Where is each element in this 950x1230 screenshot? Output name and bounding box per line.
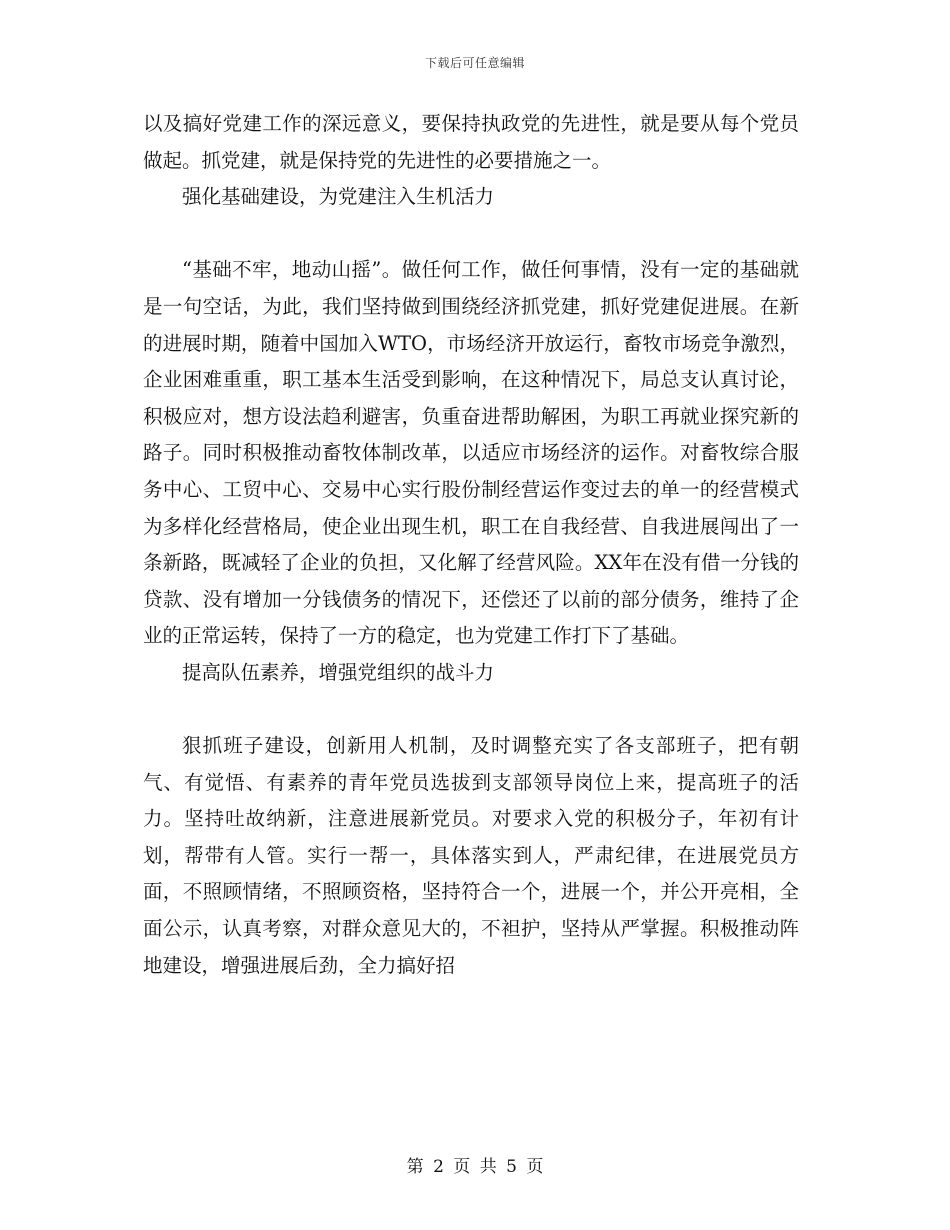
section-heading-foundation: 强化基础建设，为党建注入生机活力: [182, 185, 495, 209]
page-number: 第 2 页 共 5 页: [406, 1157, 544, 1177]
paragraph-foundation: “基础不牢，地动山摇”。做任何工作，做任何事情，没有一定的基础就是一句空话，为此，我们坚持做到围绕经济抓党建，抓好党建促进展。在新的进展时期，随着中国加入WTO，市场经济开放运行，畜牧市场竞争激烈，企业困难重重，职工基本生活受到影响，在这种情况下，局总支认真讨论，积极应对，想方设法趋利避害，负重奋进帮助解困，为职工再就业探究新的路子。同时积极推动畜牧体制改革，以适应市场经济的运作。对畜牧综合服务中心、工贸中心、交易中心实行股份制经营运作变过去的单一的经营模式为多样化经营格局，使企业出现生机，职工在自我经营、自我进展闯出了一条新路，既减轻了企业的负担，又化解了经营风险。XX年在没有借一分钱的贷款、没有增加一分钱债务的情况下，还偿还了以前的部分债务，维持了企业的正常运转，保持了一方的稳定，也为党建工作打下了基础。: [143, 258, 799, 648]
section-heading-team-quality: 提高队伍素养，增强党组织的战斗力: [182, 660, 495, 684]
paragraph-continuation: 以及搞好党建工作的深远意义，要保持执政党的先进性，就是要从每个党员做起。抓党建，就是保持党的先进性的必要措施之一。: [143, 112, 799, 172]
paragraph-team-quality: 狠抓班子建设，创新用人机制，及时调整充实了各支部班子，把有朝气、有觉悟、有素养的青年党员选拔到支部领导岗位上来，提高班子的活力。坚持吐故纳新，注意进展新党员。对要求入党的积极分子，年初有计划，帮带有人管。实行一帮一，具体落实到人，严肃纪律，在进展党员方面，不照顾情绪，不照顾资格，坚持符合一个，进展一个，并公开亮相，全面公示，认真考察，对群众意见大的，不袒护，坚持从严掌握。积极推动阵地建设，增强进展后劲，全力搞好招: [143, 734, 799, 977]
document-body: [143, 106, 799, 984]
page-header: 下载后可任意编辑: [424, 56, 525, 70]
